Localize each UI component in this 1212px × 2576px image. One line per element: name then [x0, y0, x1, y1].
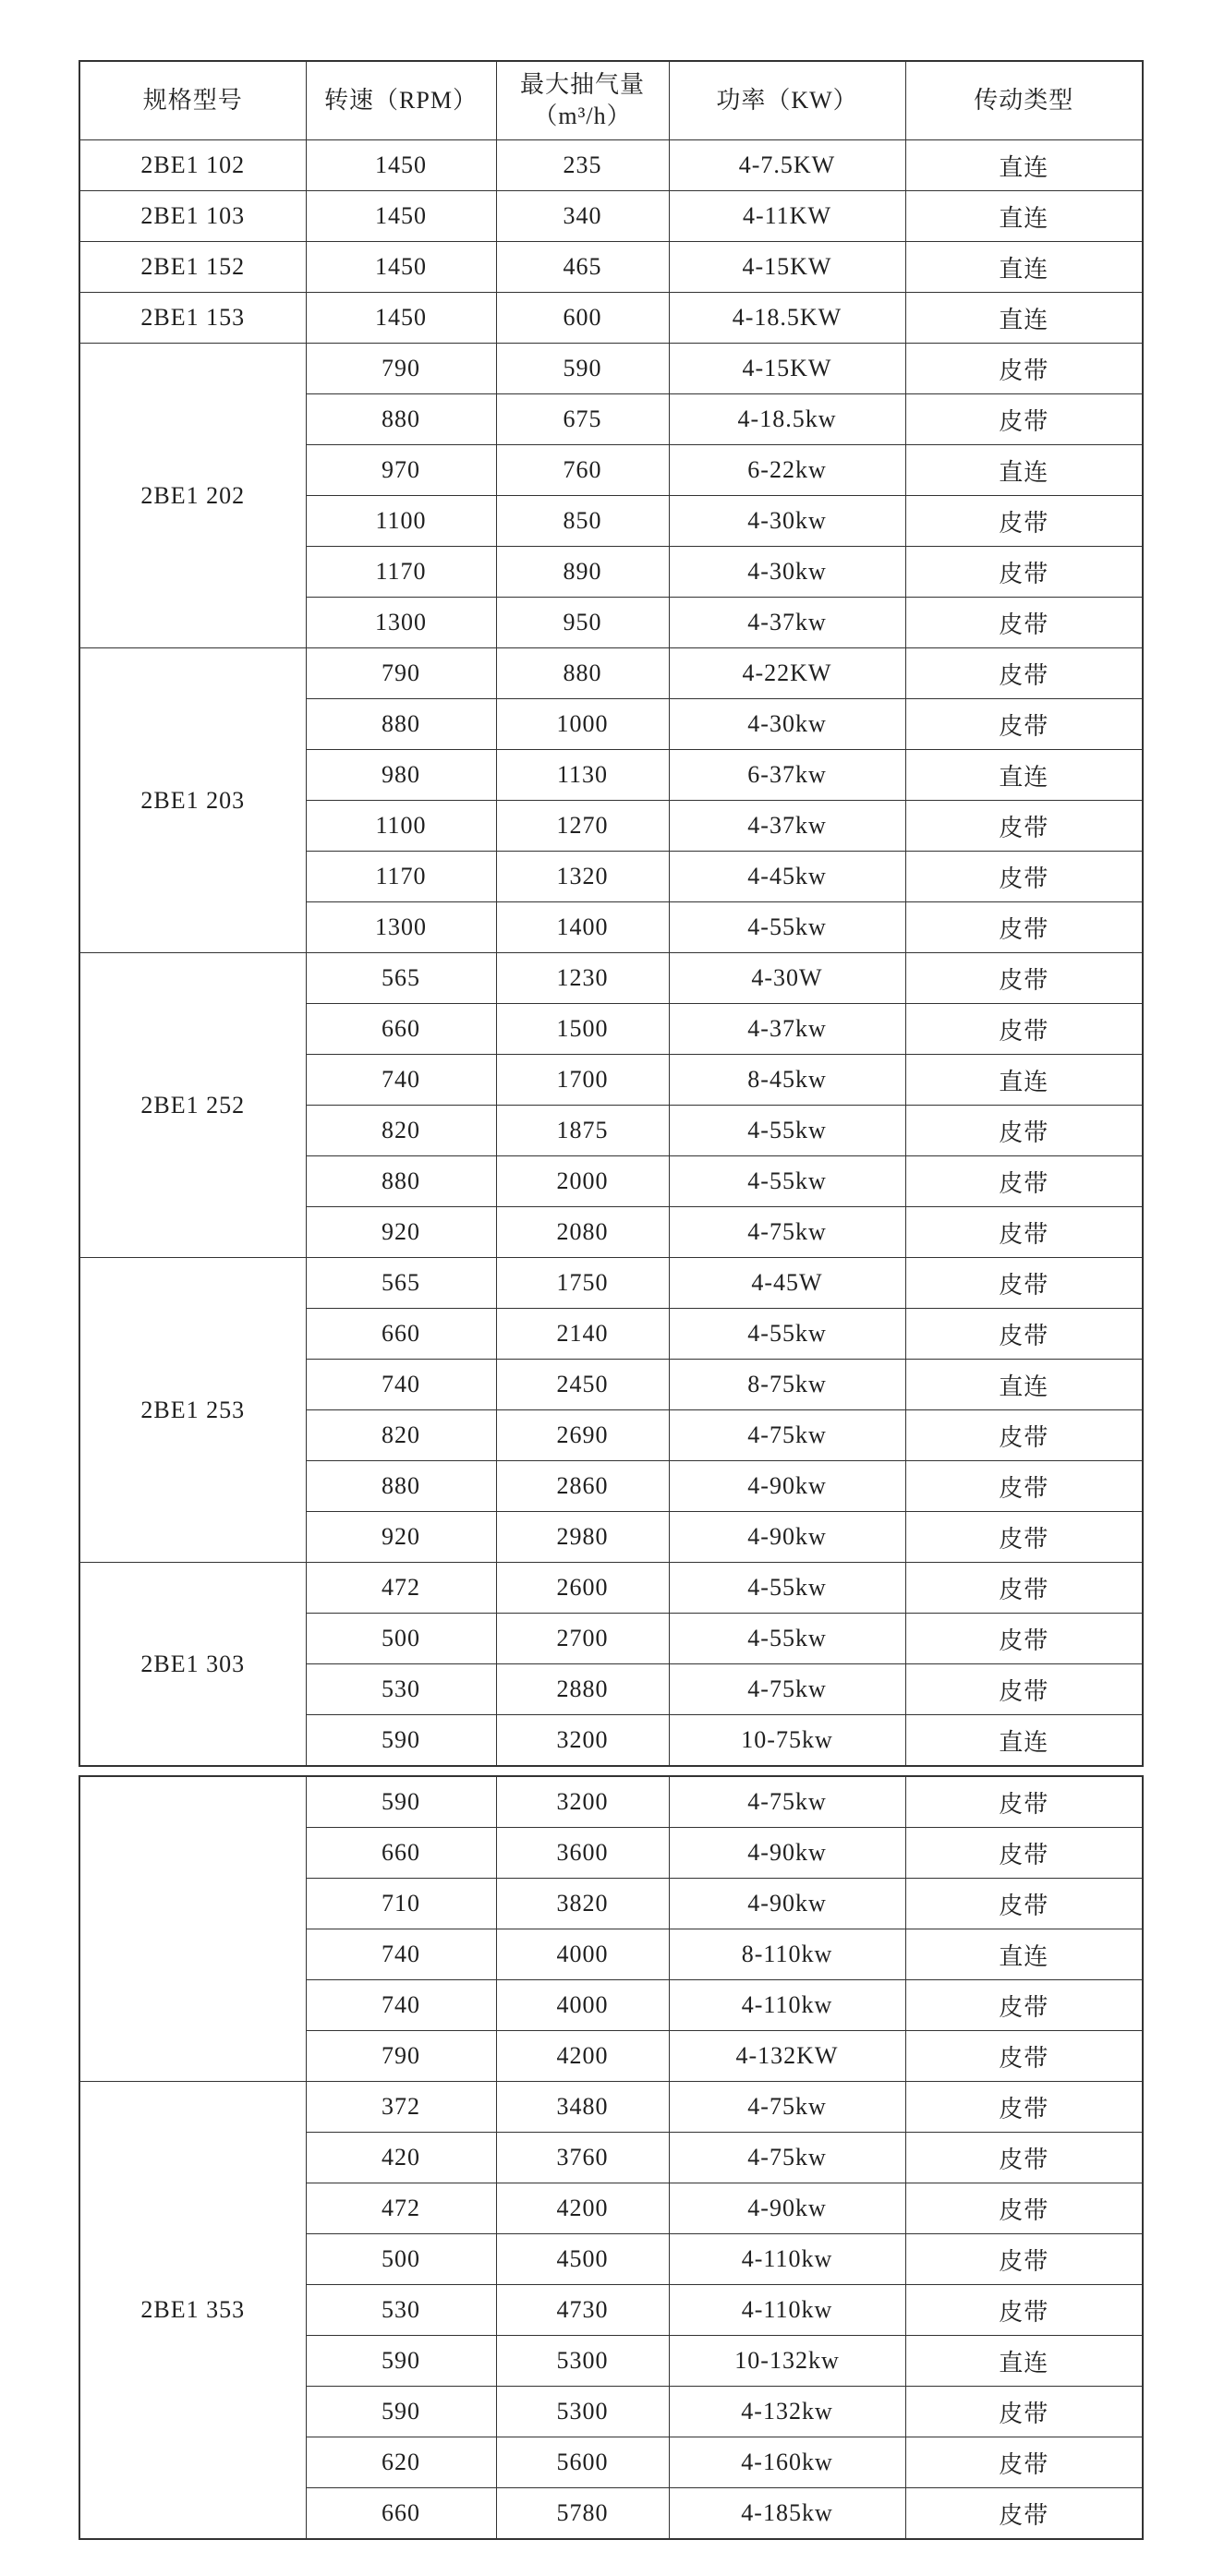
transmission-cell: 直连: [905, 445, 1143, 496]
transmission-cell: 皮带: [905, 1614, 1143, 1664]
power-cell: 6-37kw: [669, 750, 905, 801]
rpm-cell: 1450: [306, 140, 496, 191]
rpm-cell: 820: [306, 1410, 496, 1461]
power-cell: 4-110kw: [669, 2285, 905, 2336]
capacity-cell: 1000: [496, 699, 669, 750]
rpm-cell: 660: [306, 1828, 496, 1879]
model-cell: 2BE1 103: [79, 191, 306, 242]
rpm-cell: 920: [306, 1207, 496, 1258]
capacity-cell: 5300: [496, 2336, 669, 2387]
rpm-cell: 1170: [306, 547, 496, 598]
power-cell: 4-55kw: [669, 1563, 905, 1614]
model-cell: 2BE1 102: [79, 140, 306, 191]
table-row: [79, 1563, 1143, 1614]
model-cell: 2BE1 153: [79, 293, 306, 344]
rpm-cell: 590: [306, 1715, 496, 1767]
capacity-cell: 850: [496, 496, 669, 547]
transmission-cell: 皮带: [905, 902, 1143, 953]
table-row: [79, 191, 1143, 242]
rpm-cell: 530: [306, 1664, 496, 1715]
power-cell: 4-30kw: [669, 496, 905, 547]
rpm-cell: 660: [306, 2488, 496, 2540]
transmission-cell: 皮带: [905, 953, 1143, 1004]
capacity-cell: 235: [496, 140, 669, 191]
power-cell: 4-15KW: [669, 344, 905, 394]
rpm-cell: 710: [306, 1879, 496, 1929]
capacity-cell: 600: [496, 293, 669, 344]
transmission-cell: 皮带: [905, 2031, 1143, 2082]
capacity-cell: 675: [496, 394, 669, 445]
transmission-cell: 皮带: [905, 1258, 1143, 1309]
transmission-cell: 直连: [905, 1715, 1143, 1767]
rpm-cell: 1300: [306, 598, 496, 648]
power-cell: 4-55kw: [669, 1309, 905, 1360]
rpm-cell: 590: [306, 1776, 496, 1828]
power-cell: 4-7.5KW: [669, 140, 905, 191]
power-cell: 4-110kw: [669, 2234, 905, 2285]
capacity-cell: 5600: [496, 2437, 669, 2488]
rpm-cell: 790: [306, 344, 496, 394]
capacity-cell: 1400: [496, 902, 669, 953]
capacity-cell: 1750: [496, 1258, 669, 1309]
power-cell: 4-90kw: [669, 1512, 905, 1563]
rpm-cell: 1450: [306, 242, 496, 293]
rpm-cell: 980: [306, 750, 496, 801]
header-rpm: 转速（RPM）: [306, 61, 496, 140]
transmission-cell: 皮带: [905, 1156, 1143, 1207]
transmission-cell: 皮带: [905, 2437, 1143, 2488]
rpm-cell: 530: [306, 2285, 496, 2336]
model-cell: 2BE1 252: [79, 953, 306, 1258]
transmission-cell: 皮带: [905, 1004, 1143, 1055]
header-capacity: [496, 61, 669, 140]
power-cell: 4-160kw: [669, 2437, 905, 2488]
rpm-cell: 880: [306, 394, 496, 445]
power-cell: 6-22kw: [669, 445, 905, 496]
capacity-cell: 3600: [496, 1828, 669, 1879]
rpm-cell: 620: [306, 2437, 496, 2488]
capacity-cell: 2000: [496, 1156, 669, 1207]
transmission-cell: 皮带: [905, 2234, 1143, 2285]
rpm-cell: 565: [306, 1258, 496, 1309]
spec-tables: [79, 60, 1144, 2540]
rpm-cell: 1100: [306, 496, 496, 547]
power-cell: 4-75kw: [669, 2133, 905, 2183]
transmission-cell: 直连: [905, 293, 1143, 344]
transmission-cell: 皮带: [905, 1512, 1143, 1563]
power-cell: 8-75kw: [669, 1360, 905, 1410]
rpm-cell: 565: [306, 953, 496, 1004]
rpm-cell: 920: [306, 1512, 496, 1563]
capacity-cell: 465: [496, 242, 669, 293]
power-cell: 4-55kw: [669, 902, 905, 953]
capacity-cell: 3480: [496, 2082, 669, 2133]
transmission-cell: 皮带: [905, 1106, 1143, 1156]
rpm-cell: 790: [306, 648, 496, 699]
spec-table-1: [79, 60, 1144, 1767]
capacity-cell: 4000: [496, 1929, 669, 1980]
power-cell: 4-15KW: [669, 242, 905, 293]
transmission-cell: 皮带: [905, 1410, 1143, 1461]
rpm-cell: 740: [306, 1929, 496, 1980]
rpm-cell: 500: [306, 1614, 496, 1664]
capacity-cell: 4200: [496, 2183, 669, 2234]
rpm-cell: 1450: [306, 191, 496, 242]
header-transmission: 传动类型: [905, 61, 1143, 140]
capacity-cell: 2700: [496, 1614, 669, 1664]
transmission-cell: 直连: [905, 191, 1143, 242]
power-cell: 4-45W: [669, 1258, 905, 1309]
capacity-cell: 760: [496, 445, 669, 496]
transmission-cell: 皮带: [905, 1309, 1143, 1360]
table-row: [79, 648, 1143, 699]
transmission-cell: 直连: [905, 1055, 1143, 1106]
capacity-cell: 1500: [496, 1004, 669, 1055]
transmission-cell: 皮带: [905, 1563, 1143, 1614]
transmission-cell: 皮带: [905, 1776, 1143, 1828]
capacity-cell: 5780: [496, 2488, 669, 2540]
capacity-cell: 1230: [496, 953, 669, 1004]
rpm-cell: 1170: [306, 852, 496, 902]
table-row: [79, 140, 1143, 191]
model-cell: 2BE1 152: [79, 242, 306, 293]
power-cell: 4-30kw: [669, 699, 905, 750]
transmission-cell: 皮带: [905, 547, 1143, 598]
transmission-cell: 皮带: [905, 1461, 1143, 1512]
power-cell: 4-132kw: [669, 2387, 905, 2437]
power-cell: 4-37kw: [669, 1004, 905, 1055]
rpm-cell: 790: [306, 2031, 496, 2082]
header-capacity-line2: （m³/h）: [533, 103, 632, 129]
power-cell: 4-132KW: [669, 2031, 905, 2082]
power-cell: 10-132kw: [669, 2336, 905, 2387]
rpm-cell: 372: [306, 2082, 496, 2133]
capacity-cell: 4200: [496, 2031, 669, 2082]
model-cell: [79, 1776, 306, 2082]
transmission-cell: 皮带: [905, 344, 1143, 394]
transmission-cell: 皮带: [905, 1207, 1143, 1258]
power-cell: 4-75kw: [669, 1207, 905, 1258]
capacity-cell: 5300: [496, 2387, 669, 2437]
rpm-cell: 880: [306, 1461, 496, 1512]
power-cell: 4-75kw: [669, 1410, 905, 1461]
rpm-cell: 660: [306, 1004, 496, 1055]
rpm-cell: 970: [306, 445, 496, 496]
power-cell: 4-110kw: [669, 1980, 905, 2031]
transmission-cell: 皮带: [905, 1828, 1143, 1879]
capacity-cell: 340: [496, 191, 669, 242]
power-cell: 10-75kw: [669, 1715, 905, 1767]
transmission-cell: 皮带: [905, 496, 1143, 547]
power-cell: 4-55kw: [669, 1614, 905, 1664]
transmission-cell: 皮带: [905, 699, 1143, 750]
transmission-cell: 直连: [905, 750, 1143, 801]
transmission-cell: 直连: [905, 1929, 1143, 1980]
rpm-cell: 472: [306, 2183, 496, 2234]
capacity-cell: 890: [496, 547, 669, 598]
transmission-cell: 皮带: [905, 801, 1143, 852]
power-cell: 8-45kw: [669, 1055, 905, 1106]
header-capacity-line1: 最大抽气量: [519, 71, 645, 99]
capacity-cell: 880: [496, 648, 669, 699]
capacity-cell: 590: [496, 344, 669, 394]
capacity-cell: 3200: [496, 1776, 669, 1828]
rpm-cell: 1100: [306, 801, 496, 852]
transmission-cell: 皮带: [905, 2133, 1143, 2183]
rpm-cell: 1450: [306, 293, 496, 344]
power-cell: 4-90kw: [669, 1828, 905, 1879]
power-cell: 4-37kw: [669, 801, 905, 852]
capacity-cell: 2980: [496, 1512, 669, 1563]
transmission-cell: 皮带: [905, 1664, 1143, 1715]
power-cell: 4-18.5KW: [669, 293, 905, 344]
header-power: 功率（KW）: [669, 61, 905, 140]
power-cell: 4-30W: [669, 953, 905, 1004]
transmission-cell: 直连: [905, 242, 1143, 293]
header-model: 规格型号: [79, 61, 306, 140]
power-cell: 4-18.5kw: [669, 394, 905, 445]
capacity-cell: 4000: [496, 1980, 669, 2031]
table-row: [79, 293, 1143, 344]
capacity-cell: 1875: [496, 1106, 669, 1156]
rpm-cell: 1300: [306, 902, 496, 953]
table-row: [79, 1776, 1143, 1828]
capacity-cell: 2600: [496, 1563, 669, 1614]
transmission-cell: 直连: [905, 140, 1143, 191]
rpm-cell: 472: [306, 1563, 496, 1614]
capacity-cell: 950: [496, 598, 669, 648]
power-cell: 8-110kw: [669, 1929, 905, 1980]
power-cell: 4-75kw: [669, 1664, 905, 1715]
power-cell: 4-55kw: [669, 1156, 905, 1207]
capacity-cell: 2690: [496, 1410, 669, 1461]
transmission-cell: 皮带: [905, 2082, 1143, 2133]
table-row: [79, 953, 1143, 1004]
power-cell: 4-37kw: [669, 598, 905, 648]
table-row: [79, 344, 1143, 394]
power-cell: 4-55kw: [669, 1106, 905, 1156]
transmission-cell: 皮带: [905, 648, 1143, 699]
transmission-cell: 皮带: [905, 394, 1143, 445]
transmission-cell: 皮带: [905, 1980, 1143, 2031]
rpm-cell: 590: [306, 2336, 496, 2387]
rpm-cell: 740: [306, 1360, 496, 1410]
transmission-cell: 皮带: [905, 2387, 1143, 2437]
model-cell: 2BE1 353: [79, 2082, 306, 2540]
spec-table-2: [79, 1775, 1144, 2540]
power-cell: 4-22KW: [669, 648, 905, 699]
transmission-cell: 直连: [905, 2336, 1143, 2387]
power-cell: 4-11KW: [669, 191, 905, 242]
table-row: [79, 1258, 1143, 1309]
power-cell: 4-90kw: [669, 1461, 905, 1512]
rpm-cell: 590: [306, 2387, 496, 2437]
model-cell: 2BE1 253: [79, 1258, 306, 1563]
transmission-cell: 皮带: [905, 598, 1143, 648]
transmission-cell: 皮带: [905, 852, 1143, 902]
rpm-cell: 880: [306, 1156, 496, 1207]
capacity-cell: 2140: [496, 1309, 669, 1360]
rpm-cell: 420: [306, 2133, 496, 2183]
power-cell: 4-30kw: [669, 547, 905, 598]
transmission-cell: 皮带: [905, 2285, 1143, 2336]
capacity-cell: 1320: [496, 852, 669, 902]
rpm-cell: 740: [306, 1055, 496, 1106]
capacity-cell: 1700: [496, 1055, 669, 1106]
power-cell: 4-75kw: [669, 2082, 905, 2133]
table-row: [79, 2082, 1143, 2133]
rpm-cell: 660: [306, 1309, 496, 1360]
rpm-cell: 740: [306, 1980, 496, 2031]
rpm-cell: 820: [306, 1106, 496, 1156]
table-row: [79, 242, 1143, 293]
model-cell: 2BE1 202: [79, 344, 306, 648]
power-cell: 4-90kw: [669, 2183, 905, 2234]
transmission-cell: 直连: [905, 1360, 1143, 1410]
capacity-cell: 4500: [496, 2234, 669, 2285]
transmission-cell: 皮带: [905, 2183, 1143, 2234]
transmission-cell: 皮带: [905, 2488, 1143, 2540]
transmission-cell: 皮带: [905, 1879, 1143, 1929]
capacity-cell: 1130: [496, 750, 669, 801]
rpm-cell: 880: [306, 699, 496, 750]
power-cell: 4-75kw: [669, 1776, 905, 1828]
capacity-cell: 2080: [496, 1207, 669, 1258]
capacity-cell: 2450: [496, 1360, 669, 1410]
model-cell: 2BE1 203: [79, 648, 306, 953]
rpm-cell: 500: [306, 2234, 496, 2285]
power-cell: 4-185kw: [669, 2488, 905, 2540]
capacity-cell: 3820: [496, 1879, 669, 1929]
capacity-cell: 3200: [496, 1715, 669, 1767]
capacity-cell: 1270: [496, 801, 669, 852]
header-row: [79, 61, 1143, 140]
capacity-cell: 2860: [496, 1461, 669, 1512]
power-cell: 4-90kw: [669, 1879, 905, 1929]
power-cell: 4-45kw: [669, 852, 905, 902]
capacity-cell: 3760: [496, 2133, 669, 2183]
capacity-cell: 4730: [496, 2285, 669, 2336]
model-cell: 2BE1 303: [79, 1563, 306, 1767]
capacity-cell: 2880: [496, 1664, 669, 1715]
